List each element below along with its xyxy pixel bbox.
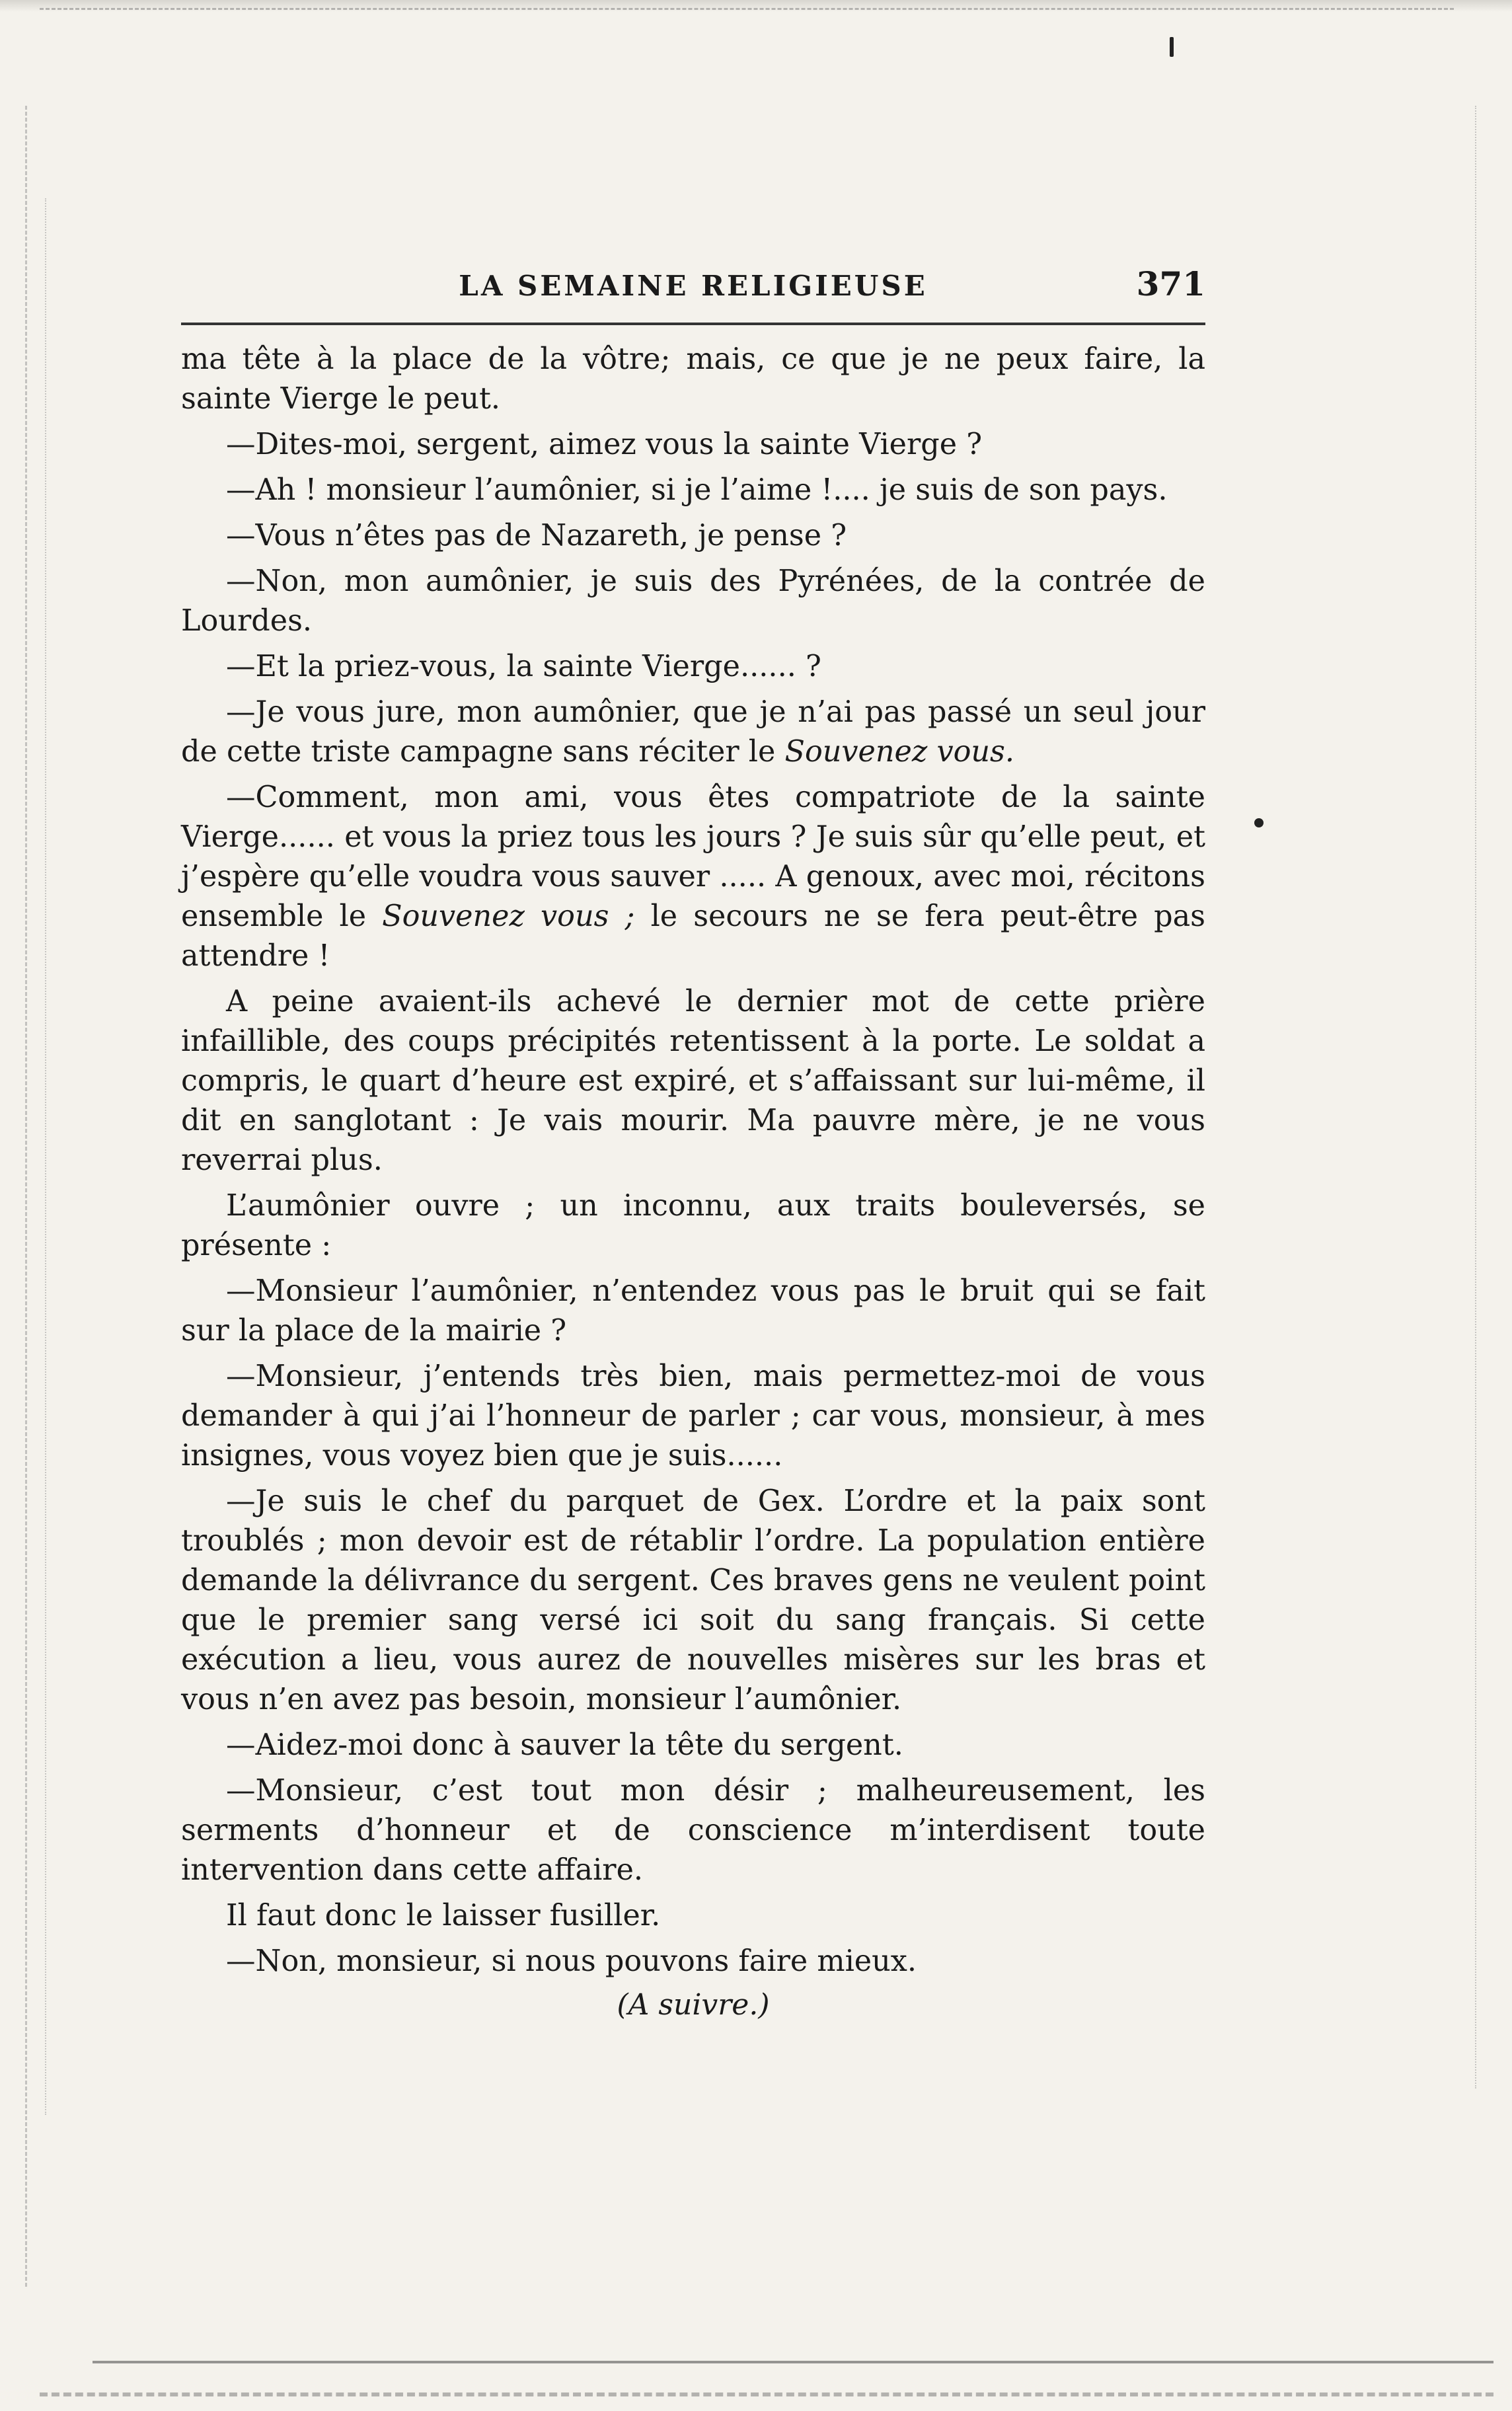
paragraph: —Non, mon aumônier, je suis des Pyrénées, de la contrée de Lourdes. [181,564,1205,638]
scan-dash-top [40,8,1454,10]
body-text [181,340,1205,1981]
running-head-title: LA SEMAINE RELIGIEUSE [459,270,928,302]
scan-left-margin-inner [45,198,49,2115]
scan-right-margin [1475,106,1479,2088]
to-be-continued: (A suivre.) [617,1988,770,2022]
paragraph: —Monsieur, j’entends très bien, mais permettez-moi de vous demander à qui j’ai l’honneur de parler ; car vous, monsieur, à mes insignes, vous voyez bien que je suis...... [181,1359,1205,1473]
paragraph-text: —Je vous jure, mon aumônier, que je n’ai pas passé un seul jour de cette triste campagne sans réciter le [181,695,1205,769]
paragraph: ma tête à la place de la vôtre; mais, ce que je ne peux faire, la sainte Vierge le peut. [181,342,1205,416]
paragraph: —Aidez-moi donc à sauver la tête du sergent. [226,1728,903,1762]
paragraph-text: le secours ne se fera peut-être pas attendre ! [181,899,1206,973]
scan-left-margin [25,106,30,2287]
paragraph: —Ah ! monsieur l’aumônier, si je l’aime !.... je suis de son pays. [226,473,1168,507]
paragraph-text: —Comment, mon ami, vous êtes compatriote de la sainte Vierge...... et vous la priez tous les jours ? Je suis sûr qu’elle peut, et j’espère qu’elle voudra vous sauver ..... A genoux, avec moi, récitons ensemble le [181,781,1205,933]
page-number: 371 [1136,264,1205,303]
scan-bottom-rule-dashed [40,2392,1493,2396]
running-head [181,264,1205,317]
paragraph: —Monsieur, c’est tout mon désir ; malheureusement, les serments d’honneur et de conscience m’interdisent toute intervention dans cette affaire. [181,1774,1205,1887]
ink-mark [1170,37,1174,57]
paragraph: —Dites-moi, sergent, aimez vous la sainte Vierge ? [226,428,983,461]
header-rule [181,323,1205,325]
prayer-title: Souvenez vous ; [382,899,635,933]
paragraph [181,693,1205,772]
prayer-title: Souvenez vous. [784,735,1015,769]
ink-speck [1254,818,1264,827]
paragraph: —Vous n’êtes pas de Nazareth, je pense ? [226,519,847,553]
paragraph: —Et la priez-vous, la sainte Vierge...... ? [226,650,821,683]
paragraph: Il faut donc le laisser fusiller. [226,1899,661,1933]
paragraph: —Je suis le chef du parquet de Gex. L’ordre et la paix sont troublés ; mon devoir est de rétablir l’ordre. La population entière demande la délivrance du sergent. Ces braves gens ne veulent point que le premier sang versé ici soit du sang français. Si cette exécution a lieu, vous aurez de nouvelles misères sur les bras et vous n’en avez pas besoin, monsieur l’aumônier. [181,1484,1205,1716]
paragraph: L’aumônier ouvre ; un inconnu, aux traits bouleversés, se présente : [181,1189,1205,1262]
scan-bottom-rule [93,2361,1493,2363]
paragraph [181,778,1205,976]
book-page [181,264,1205,2022]
paragraph: —Non, monsieur, si nous pouvons faire mieux. [226,1944,917,1978]
scan-edge-top [0,0,1512,12]
paragraph: A peine avaient-ils achevé le dernier mot de cette prière infaillible, des coups précipités retentissent à la porte. Le soldat a compris, le quart d’heure est expiré, et s’affaissant sur lui-même, il dit en sanglotant : Je vais mourir. Ma pauvre mère, je ne vous reverrai plus. [181,985,1205,1177]
paragraph: —Monsieur l’aumônier, n’entendez vous pas le bruit qui se fait sur la place de la mairie ? [181,1274,1205,1348]
